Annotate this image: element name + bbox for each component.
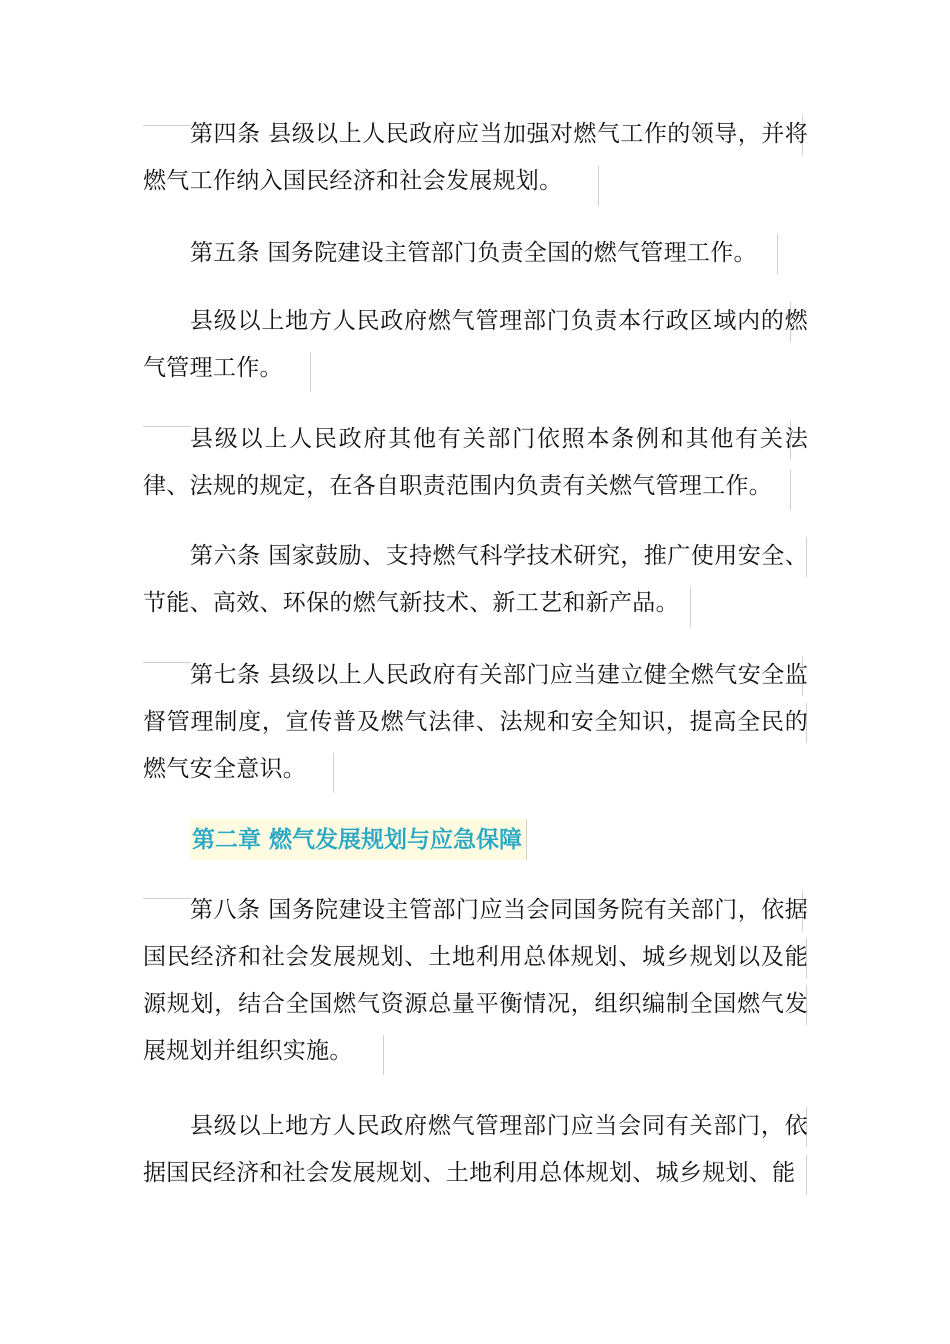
article-7-paragraph: 第七条 县级以上人民政府有关部门应当建立健全燃气安全监督管理制度，宣传普及燃气法律、法规和安全知识，提高全民的燃气安全意识。 xyxy=(143,662,808,782)
article-8-paragraph: 第八条 国务院建设主管部门应当会同国务院有关部门，依据国民经济和社会发展规划、土地利用总体规划、城乡规划以及能源规划，结合全国燃气资源总量平衡情况，组织编制全国燃气发展规划并组织实施。 xyxy=(143,897,808,1064)
article-5-clause-3-paragraph: 县级以上人民政府其他有关部门依照本条例和其他有关法律、法规的规定，在各自职责范围内负责有关燃气管理工作。 xyxy=(143,426,808,499)
chapter-2-heading: 第二章 燃气发展规划与应急保障 xyxy=(190,819,527,860)
article-6-paragraph: 第六条 国家鼓励、支持燃气科学技术研究，推广使用安全、节能、高效、环保的燃气新技术、新工艺和新产品。 xyxy=(143,543,808,616)
article-8-clause-2-paragraph: 县级以上地方人民政府燃气管理部门应当会同有关部门，依据国民经济和社会发展规划、土地利用总体规划、城乡规划、能 xyxy=(143,1113,808,1186)
article-5-clause-2-paragraph: 县级以上地方人民政府燃气管理部门负责本行政区域内的燃气管理工作。 xyxy=(143,308,808,381)
article-4-paragraph: 第四条 县级以上人民政府应当加强对燃气工作的领导，并将燃气工作纳入国民经济和社会发展规划。 xyxy=(143,121,808,194)
article-5-paragraph: 第五条 国务院建设主管部门负责全国的燃气管理工作。 xyxy=(190,240,757,266)
